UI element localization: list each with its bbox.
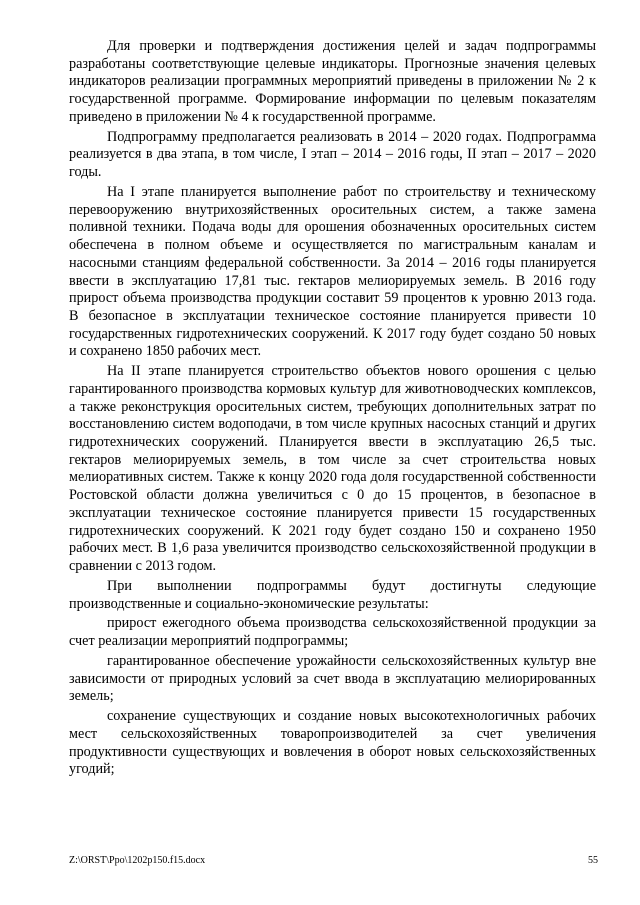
paragraph-stage-two: На II этапе планируется строительство объектов нового орошения с целью гарантированного производства кормовых культур для животноводческих комплексов, а также реконструкция оросительных систем, требующих дополнительных затрат по восстановлению систем водоподачи, в том числе крупных насосных станций и других гидротехнических сооружений. Планируется ввести в эксплуатацию 26,5 тыс. гектаров мелиорируемых земель, в том числе за счет строительства новых мелиоративных систем. Также к концу 2020 года доля государственной собственности Ростовской области должна увеличиться с 0 до 15 процентов, в безопасное в эксплуатации техническое состояние планируется привести 15 государственных гидротехнических сооружений. К 2021 году будет создано 150 и сохранено 1950 рабочих мест. В 1,6 раза увеличится производство сельскохозяйственной продукции в сравнении с 2013 годом. [69,363,596,574]
paragraph-result-yield: гарантированное обеспечение урожайности сельскохозяйственных культур вне зависимости от природных условий за счет ввода в эксплуатацию мелиорированных земель; [69,653,596,705]
paragraph-result-jobs: сохранение существующих и создание новых высокотехнологичных рабочих мест сельскохозяйственных товаропроизводителей за счет увеличения продуктивности существующих и вовлечения в оборот новых сельскохозяйственных угодий; [69,708,596,778]
paragraph-stage-one: На I этапе планируется выполнение работ по строительству и техническому перевооружению внутрихозяйственных оросительных систем, а также замена поливной техники. Подача воды для орошения обозначенных оросительных систем обеспечена в полном объеме и осуществляется по магистральным каналам и насосными станциям федеральной собственности. За 2014 – 2016 годы планируется ввести в эксплуатацию 17,81 тыс. гектаров мелиорируемых земель. В 2016 году прирост объема производства продукции составит 59 процентов к уровню 2013 года. В безопасное в эксплуатации техническое состояние планируется привести 10 государственных гидротехнических сооружений. К 2017 году будет создано 50 новых и сохранено 1850 рабочих мест. [69,184,596,360]
footer-page-number: 55 [588,855,598,866]
footer-file-path: Z:\ORST\Ppo\1202p150.f15.docx [69,855,206,866]
paragraph-results-intro: При выполнении подпрограммы будут достигнуты следующие производственные и социально-экономические результаты: [69,577,596,612]
document-body [69,38,596,781]
paragraph-indicators: Для проверки и подтверждения достижения целей и задач подпрограммы разработаны соответствующие целевые индикаторы. Прогнозные значения целевых индикаторов реализации программных мероприятий приведены в приложении № 2 к государственной программе. Формирование информации по целевым показателям приведено в приложении № 4 к государственной программе. [69,38,596,125]
paragraph-result-production: прирост ежегодного объема производства сельскохозяйственной продукции за счет реализации мероприятий подпрограммы; [69,615,596,650]
paragraph-stages: Подпрограмму предполагается реализовать в 2014 – 2020 годах. Подпрограмма реализуется в два этапа, в том числе, I этап – 2014 – 2016 годы, II этап – 2017 – 2020 годы. [69,128,596,181]
